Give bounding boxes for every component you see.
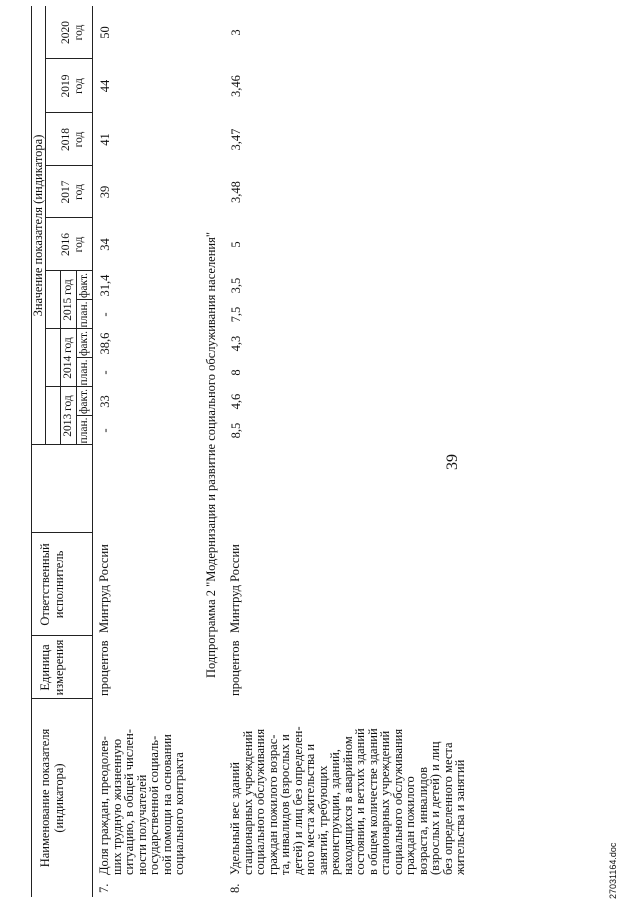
header-year-2019: 2019 год	[60, 74, 85, 98]
value-2020: 50	[98, 26, 112, 39]
header-year-2017: 2017 год	[60, 180, 85, 204]
value-2020: 3	[229, 29, 243, 36]
header-year-2015: 2015 год	[62, 279, 74, 321]
value-2015-plan: -	[98, 312, 112, 317]
row-number: 8.	[228, 883, 242, 893]
value-2013-fact: 4,6	[229, 393, 243, 410]
header-2015-plan: план.	[78, 301, 90, 328]
unit-cell: процентов	[228, 640, 242, 696]
header-2015-fact: факт.	[78, 272, 90, 299]
value-2016: 5	[229, 241, 243, 248]
header-2014-plan: план.	[78, 359, 90, 386]
header-year-2014: 2014 год	[62, 337, 74, 379]
page-number: 39	[444, 454, 461, 470]
footer-filename: 27031164.doc	[608, 842, 618, 899]
value-2013-fact: 33	[98, 395, 112, 408]
header-name: Наименование показателя (индикатора)	[38, 728, 66, 868]
value-2017: 39	[98, 185, 112, 199]
value-2018: 3,47	[229, 128, 243, 151]
header-2013-fact: факт.	[78, 388, 90, 415]
subprogram-heading: Подпрограмма 2 "Модернизация и развитие социального обслуживания населения"	[204, 232, 218, 678]
value-2016: 34	[98, 238, 112, 251]
value-2019: 3,46	[229, 75, 243, 97]
header-year-2018: 2018 год	[60, 128, 85, 151]
header-responsible: Ответственный исполнитель	[38, 543, 66, 626]
header-year-2013: 2013 год	[62, 395, 74, 437]
value-2017: 3,48	[229, 181, 243, 203]
header-values-group: Значение показателя (индикатора)	[31, 134, 45, 317]
value-2015-plan: 7,5	[229, 306, 243, 323]
value-2018: 41	[98, 133, 112, 146]
header-2014-fact: факт.	[78, 330, 90, 357]
value-2015-fact: 3,5	[229, 277, 243, 294]
value-2014-fact: 38,6	[98, 332, 112, 355]
header-year-2020: 2020 год	[60, 21, 85, 44]
value-2015-fact: 31,4	[98, 274, 112, 297]
unit-cell: процентов	[97, 640, 111, 696]
responsible-cell: Минтруд России	[228, 544, 242, 633]
value-2013-plan: 8,5	[229, 422, 243, 439]
value-2014-fact: 4,3	[229, 335, 243, 352]
header-unit: Единица измерения	[38, 639, 66, 696]
header-2013-plan: план.	[78, 417, 90, 444]
indicator-name: Доля граждан, преодолев- ших трудную жизненную ситуацию, в общей числен- ности получателей государственной социаль- ной помощи на основании социального контракта	[97, 729, 186, 875]
header-year-2016: 2016 год	[60, 233, 85, 256]
value-2014-plan: -	[98, 370, 112, 375]
responsible-cell: Минтруд России	[97, 544, 111, 633]
value-2014-plan: 8	[229, 369, 243, 376]
value-2019: 44	[98, 79, 112, 93]
indicator-name: Удельный вес зданий стационарных учреждений социального обслуживания граждан пожилого возрас- та, инвалидов (взрослых и детей) и лиц без определен- ного места жительства и занятий, требующих реконструкции, зданий, находящихся в аварийном состоянии, и ветхих зданий в общем количестве зданий стационарных учреждений социального обслуживания граждан пожилого возраста, инвалидов (взрослых и детей) и лиц без определенного места жительства и занятий	[228, 726, 467, 875]
row-number: 7.	[97, 883, 111, 893]
value-2013-plan: -	[98, 428, 112, 433]
